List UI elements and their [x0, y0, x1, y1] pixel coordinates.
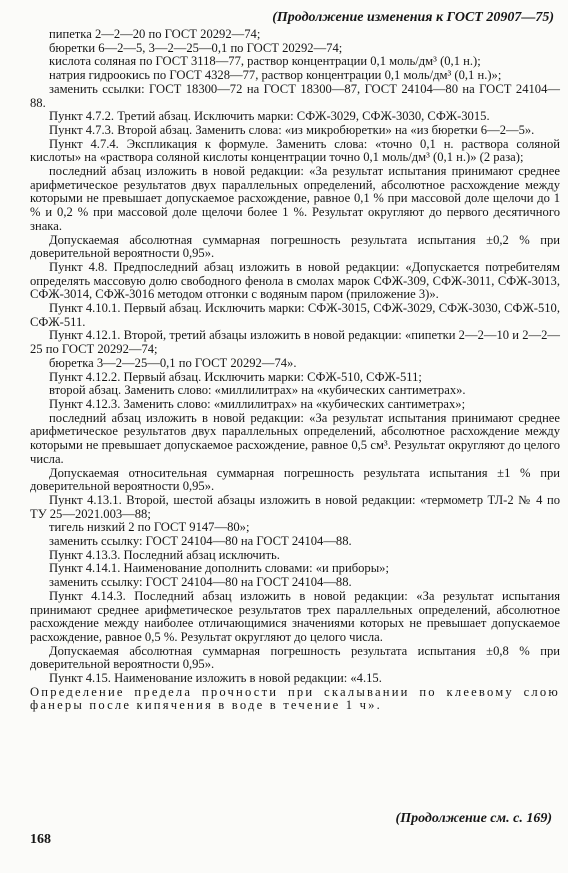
- paragraph: Пункт 4.12.1. Второй, третий абзацы изложить в новой редакции: «пипетки 2—2—10 и 2—2—25 по ГОСТ 20292—74;: [30, 328, 560, 357]
- paragraph: бюретка 3—2—25—0,1 по ГОСТ 20292—74».: [49, 355, 297, 370]
- footer-continuation-note: (Продолжение см. с. 169): [395, 811, 552, 826]
- paragraph: Пункт 4.13.3. Последний абзац исключить.: [49, 547, 280, 562]
- paragraph: последний абзац изложить в новой редакции: «За результат испытания принимают среднее арифметическое результатов двух параллельных определений, абсолютное расхождение между которыми не превышает допускаемое расхождение, равное 0,5 см³. Результат округляют до целого числа.: [30, 410, 560, 466]
- paragraph: последний абзац изложить в новой редакции: «За результат испытания принимают среднее арифметическое результатов двух параллельных определений, абсолютное расхождение между которыми не превышает допускаемое расхождение, равное 0,1 % при массовой доле щелочи до 1 % и 0,2 % при массовой доле щелочи более 1 %. Результат округляют до первого десятичного знака.: [30, 164, 560, 233]
- paragraph: бюретки 6—2—5, 3—2—25—0,1 по ГОСТ 20292—74;: [49, 40, 343, 55]
- page-number: 168: [30, 832, 51, 847]
- paragraph: Пункт 4.14.3. Последний абзац изложить в новой редакции: «За результат испытания принимают среднее арифметическое результатов трех параллельных определений, абсолютное расхождение между наиболее отличающимися значениями которых не превышает допускаемое расхождение, равное 0,5 %. Результат округляют до целого числа.: [30, 588, 560, 644]
- paragraph: Пункт 4.8. Предпоследний абзац изложить в новой редакции: «Допускается потребителям определять массовую долю свободного фенола в смолах марок СФЖ-309, СФЖ-3011, СФЖ-3013, СФЖ-3014, СФЖ-3016 методом отгонки с водяным паром (приложение 3)».: [30, 259, 560, 302]
- header-continuation-note: (Продолжение изменения к ГОСТ 20907—75): [272, 10, 554, 25]
- paragraph: Пункт 4.7.4. Экспликация к формуле. Заменить слова: «точно 0,1 н. раствора соляной кислоты» на «раствора соляной кислоты концентрации точно 0,1 моль/дм³ (0,1 н.)» (2 раза);: [30, 136, 560, 165]
- paragraph: заменить ссылку: ГОСТ 24104—80 на ГОСТ 24104—88.: [49, 534, 352, 549]
- paragraph: пипетка 2—2—20 по ГОСТ 20292—74;: [49, 27, 261, 41]
- document-body: [30, 28, 560, 713]
- paragraph: заменить ссылки: ГОСТ 18300—72 на ГОСТ 18300—87, ГОСТ 24104—80 на ГОСТ 24104—88.: [30, 81, 560, 110]
- paragraph: Допускаемая абсолютная суммарная погрешность результата испытания ±0,2 % при доверительной вероятности 0,95».: [30, 232, 560, 261]
- paragraph: тигель низкий 2 по ГОСТ 9147—80»;: [49, 520, 250, 535]
- paragraph: натрия гидроокись по ГОСТ 4328—77, раствор концентрации 0,1 моль/дм³ (0,1 н.)»;: [49, 68, 502, 83]
- paragraph: Пункт 4.7.2. Третий абзац. Исключить марки: СФЖ-3029, СФЖ-3030, СФЖ-3015.: [49, 109, 490, 124]
- paragraph: Допускаемая абсолютная суммарная погрешность результата испытания ±0,8 % при доверительной вероятности 0,95».: [30, 643, 560, 672]
- paragraph: кислота соляная по ГОСТ 3118—77, раствор концентрации 0,1 моль/дм³ (0,1 н.);: [49, 54, 481, 69]
- paragraph: Пункт 4.13.1. Второй, шестой абзацы изложить в новой редакции: «термометр ТЛ-2 № 4 по ТУ 25—2021.003—88;: [30, 492, 560, 521]
- paragraph: Пункт 4.7.3. Второй абзац. Заменить слова: «из микробюретки» на «из бюретки 6—2—5».: [49, 122, 535, 137]
- paragraph: Пункт 4.10.1. Первый абзац. Исключить марки: СФЖ-3015, СФЖ-3029, СФЖ-3030, СФЖ-510, СФЖ-511.: [30, 301, 560, 329]
- paragraph: Пункт 4.12.2. Первый абзац. Исключить марки: СФЖ-510, СФЖ-511;: [49, 369, 422, 384]
- paragraph: Пункт 4.12.3. Заменить слово: «миллилитрах» на «кубических сантиметрах»;: [49, 396, 466, 411]
- paragraph: Пункт 4.14.1. Наименование дополнить словами: «и приборы»;: [49, 561, 389, 576]
- spaced-heading-text: Определение предела прочности при скалывании по клеевому слою фанеры после кипячения в воде в течение 1 ч».: [30, 684, 560, 713]
- paragraph: заменить ссылку: ГОСТ 24104—80 на ГОСТ 24104—88.: [49, 575, 352, 590]
- paragraph: Допускаемая относительная суммарная погрешность результата испытания ±1 % при доверительной вероятности 0,95».: [30, 465, 560, 494]
- paragraph: Пункт 4.15. Наименование изложить в новой редакции: «4.15.: [49, 671, 382, 686]
- paragraph: второй абзац. Заменить слово: «миллилитрах» на «кубических сантиметрах».: [49, 383, 466, 398]
